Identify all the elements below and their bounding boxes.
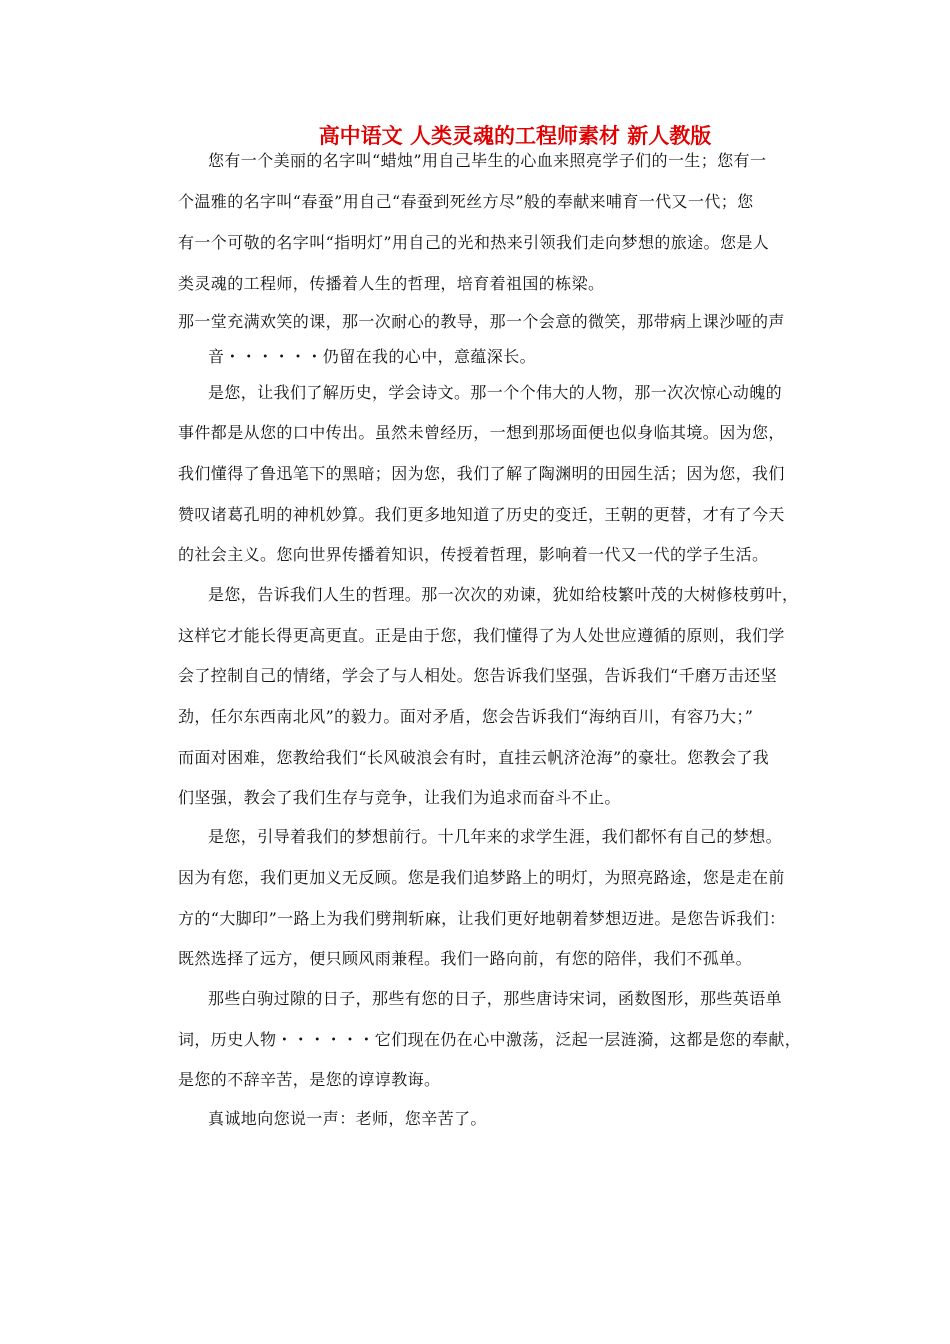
text-line: 类灵魂的工程师，传播着人生的哲理，培育着祖国的栋梁。	[178, 274, 605, 293]
text-line: 真诚地向您说一声：老师，您辛苦了。	[208, 1109, 487, 1128]
text-line: 们坚强，教会了我们生存与竞争，让我们为追求而奋斗不止。	[178, 788, 621, 807]
text-line: 因为有您，我们更加义无反顾。您是我们追梦路上的明灯，为照亮路途，您是走在前	[178, 868, 785, 887]
text-line: 这样它才能长得更高更直。正是由于您，我们懂得了为人处世应遵循的原则，我们学	[178, 626, 785, 645]
text-line: 劲，任尔东西南北风”的毅力。面对矛盾，您会告诉我们“海纳百川，有容乃大；”	[178, 707, 754, 726]
text-line: 是您的不辞辛苦，是您的谆谆教诲。	[178, 1070, 441, 1089]
text-line: 赞叹诸葛孔明的神机妙算。我们更多地知道了历史的变迁，王朝的更替，才有了今天	[178, 505, 785, 524]
text-line: 有一个可敬的名字叫“指明灯”用自己的光和热来引领我们走向梦想的旅途。您是人	[178, 233, 770, 252]
text-line: 会了控制自己的情绪，学会了与人相处。您告诉我们坚强，告诉我们“千磨万击还坚	[178, 666, 777, 685]
text-line: 词，历史人物・・・・・・它们现在仍在心中激荡，泛起一层涟漪，这都是您的奉献，	[178, 1030, 802, 1049]
title-text: 高中语文 人类灵魂的工程师素材 新人教版	[318, 124, 712, 148]
text-line: 我们懂得了鲁迅笔下的黑暗；因为您，我们了解了陶渊明的田园生活；因为您，我们	[178, 464, 785, 483]
text-line: 方的“大脚印”一路上为我们劈荆斩麻，让我们更好地朝着梦想迈进。是您告诉我们：	[178, 909, 786, 928]
text-line: 既然选择了远方，便只顾风雨兼程。我们一路向前，有您的陪伴，我们不孤单。	[178, 949, 753, 968]
text-line: 的社会主义。您向世界传播着知识，传授着哲理，影响着一代又一代的学子生活。	[178, 545, 769, 564]
text-line: 是您，告诉我们人生的哲理。那一次次的劝谏，犹如给枝繁叶茂的大树修枝剪叶，	[208, 585, 799, 604]
text-line: 音・・・・・・仍留在我的心中，意蕴深长。	[208, 347, 537, 366]
text-line: 是您，引导着我们的梦想前行。十几年来的求学生涯，我们都怀有自己的梦想。	[208, 827, 783, 846]
text-line: 而面对困难，您教给我们“长风破浪会有时，直挂云帆济沧海”的豪壮。您教会了我	[178, 748, 770, 767]
text-line: 事件都是从您的口中传出。虽然未曾经历，一想到那场面便也似身临其境。因为您，	[178, 423, 785, 442]
text-line: 是您，让我们了解历史，学会诗文。那一个个伟大的人物，那一次次惊心动魄的	[208, 383, 783, 402]
text-line: 个温雅的名字叫“春蚕”用自己“春蚕到死丝方尽”般的奉献来哺育一代又一代；您	[178, 192, 754, 211]
text-line: 那一堂充满欢笑的课，那一次耐心的教导，那一个会意的微笑，那带病上课沙哑的声	[178, 312, 785, 331]
document-title	[0, 122, 950, 150]
text-line: 那些白驹过隙的日子，那些有您的日子，那些唐诗宋词，函数图形，那些英语单	[208, 989, 783, 1008]
text-line: 您有一个美丽的名字叫“蜡烛”用自己毕生的心血来照亮学子们的一生；您有一	[208, 151, 767, 170]
